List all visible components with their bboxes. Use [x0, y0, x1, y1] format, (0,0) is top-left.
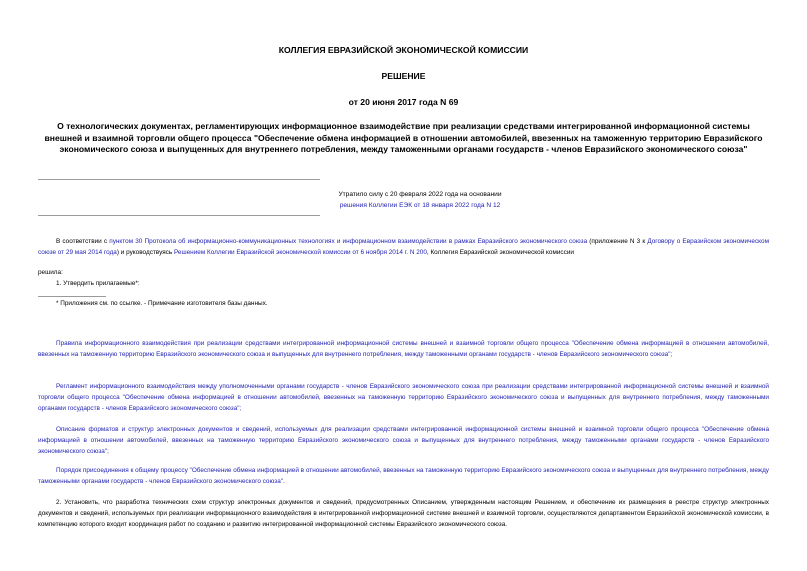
- link-joining-procedure[interactable]: Порядок присоединения к общему процессу "Обеспечение обмена информацией в отношении автомобилей, ввезенных на таможенную территорию Евразийского экономического союза и выпущенных для внутреннего потребления, между таможенными органами государств - членов Евразийского экономического союза".: [38, 467, 769, 485]
- decision-link[interactable]: Решением Коллегии Евразийской экономической комиссии от 6 ноября 2014 г. N 200: [173, 248, 427, 256]
- link-rules[interactable]: Правила информационного взаимодействия при реализации средствами интегрированной информационной системы внешней и взаимной торговли общего процесса "Обеспечение обмена информацией в отношении автомобилей, ввезенных на таможенную территорию Евразийского экономического союза и выпущенных для внутреннего потребления, между таможенными органами государств - членов Евразийского экономического союза";: [38, 340, 769, 358]
- divider-top: [38, 179, 320, 180]
- org-heading: КОЛЛЕГИЯ ЕВРАЗИЙСКОЙ ЭКОНОМИЧЕСКОЙ КОМИССИИ: [278, 45, 529, 55]
- repeal-note: [300, 189, 540, 211]
- item-1-text: 1. Утвердить прилагаемые*:: [56, 280, 140, 287]
- divider-bottom: [38, 215, 320, 216]
- preamble-paragraph: [38, 237, 769, 259]
- protocol-link[interactable]: пунктом 30 Протокола об информационно-коммуникационных технологиях и информационном взаимодействии в рамках Евразийского экономического союза: [109, 238, 588, 245]
- item-2-text: 2. Установить, что разработка технических схем структур электронных документов и сведений, предусмотренных Описанием, утвержденным настоящим Решением, и обеспечение их размещения в реестре структур электронных документов и сведений, используемых при реализации информационного взаимодействия в интегрированной информационной системе внешней и взаимной торговли, осуществляются департаментом Евразийской экономической комиссии, в компетенцию которого входит координация работ по созданию и развитию интегрированной информационной системы Евразийского экономического союза.: [38, 499, 769, 528]
- repeal-link[interactable]: решения Коллегии ЕЭК от 18 января 2022 года N 12: [339, 202, 501, 209]
- document-title: О технологических документах, регламентирующих информационное взаимодействие при реализации средствами интегрированной информационной системы внешней и взаимной торговли общего процесса "Обеспечение обмена информацией в отношении автомобилей, ввезенных на таможенную территорию Евразийского экономического союза и выпущенных для внутреннего потребления, между таможенными органами государств - членов Евразийского экономического союза": [44, 121, 763, 154]
- link-regulation[interactable]: Регламент информационного взаимодействия между уполномоченными органами государств - членов Евразийского экономического союза при реализации средствами интегрированной информационной системы внешней и взаимной торговли общего процесса "Обеспечение обмена информацией в отношении автомобилей, ввезенных на таможенную территорию Евразийского экономического союза и выпущенных для внутреннего потребления, между таможенными органами государств - членов Евразийского экономического союза";: [38, 383, 769, 412]
- footnote-text: * Приложения см. по ссылке. - Примечание изготовителя базы данных.: [56, 300, 268, 307]
- date-number-heading: от 20 июня 2017 года N 69: [348, 97, 459, 107]
- decided-text: решила:: [38, 269, 63, 276]
- link-formats[interactable]: Описание форматов и структур электронных документов и сведений, используемых для реализации средствами интегрированной информационной системы внешней и взаимной торговли общего процесса "Обеспечение обмена информацией в отношении автомобилей, ввезенных на таможенную территорию Евразийского экономического союза и выпущенных для внутреннего потребления, между таможенными органами государств - членов Евразийского экономического союза";: [38, 426, 769, 455]
- footnote-divider: [38, 296, 106, 297]
- preamble-text-4: , Коллегия Евразийской экономической комиссии: [426, 248, 574, 256]
- treaty-link[interactable]: Договору о Евразийском экономическом союзе от 29 мая 2014 года: [38, 238, 769, 256]
- preamble-text-3: ) и руководствуясь: [116, 248, 174, 256]
- repeal-line: Утратило силу с 20 февраля 2022 года на основании: [338, 191, 502, 198]
- preamble-text-2: (приложение N 3 к: [587, 238, 648, 245]
- doc-type-heading: РЕШЕНИЕ: [381, 71, 426, 81]
- preamble-text-1: В соответствии с: [56, 238, 110, 245]
